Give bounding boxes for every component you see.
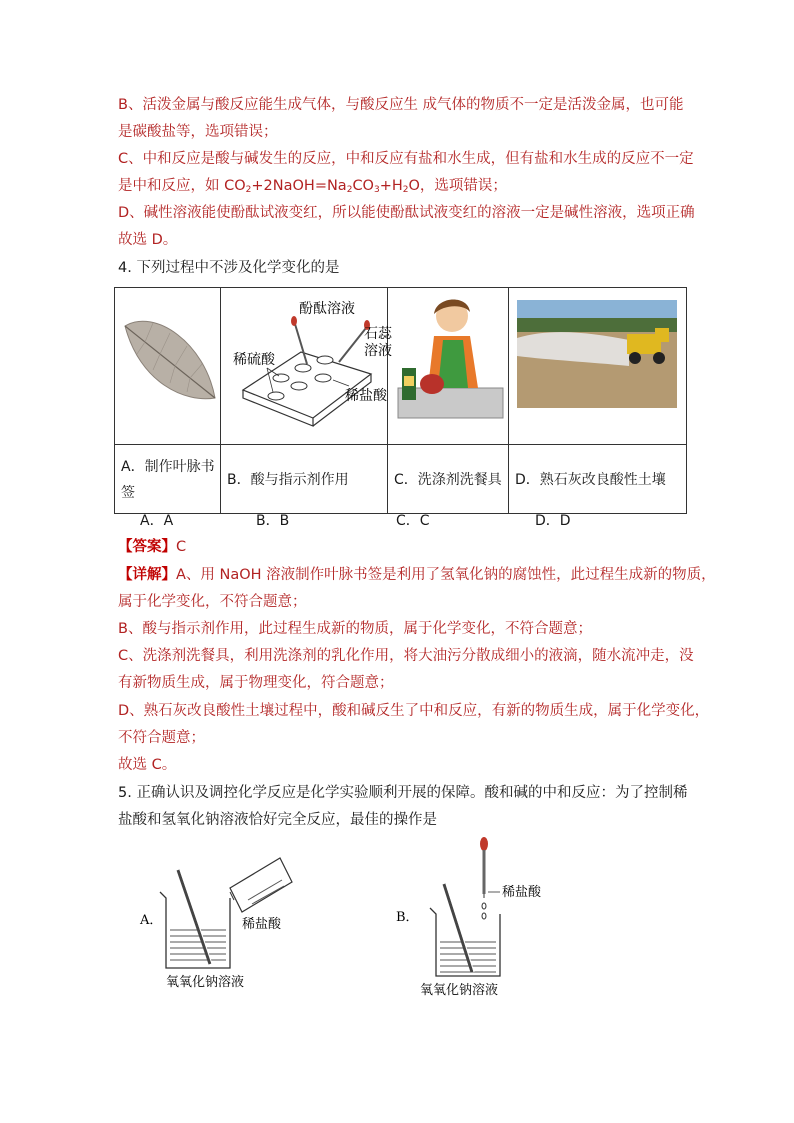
figure-a-hcl-label: 稀盐酸 — [242, 917, 282, 932]
option-b: B．B — [256, 513, 290, 529]
option-a: A．A — [140, 513, 174, 529]
q4-detail-d-line1: D、熟石灰改良酸性土壤过程中，酸和碱反生了中和反应，有新的物质生成，属于化学变化， — [118, 703, 710, 719]
caption-d: D．熟石灰改良酸性土壤 — [509, 445, 687, 514]
q3-option-c-line2: 是中和反应，如 $CO_2+2NaOH=Na_2CO_3+H_2O$，选项错误； — [118, 178, 507, 195]
q4-detail-d-line2: 不符合题意； — [118, 730, 205, 746]
q3-option-c-line1: C、中和反应是酸与碱发生的反应，中和反应有盐和水生成，但有盐和水生成的反应不一定 — [118, 151, 694, 167]
label-litmus-2: 溶液 — [364, 343, 392, 359]
figure-a-naoh-label: 氧氧化钠溶液 — [166, 975, 245, 990]
q4-detail-b: B、酸与指示剂作用，此过程生成新的物质，属于化学变化，不符合题意； — [118, 621, 592, 637]
label-dilute-h2so4: 稀硫酸 — [233, 352, 275, 368]
boy-washing-dishes-illustration — [388, 288, 508, 440]
q5-stem-line1: 5. 正确认识及调控化学反应是化学实验顺利开展的保障。酸和碱的中和反应：为了控制稀 — [118, 785, 688, 801]
q4-conclusion: 故选 C。 — [118, 757, 177, 773]
label-litmus-1: 石蕊 — [364, 326, 392, 342]
q5-figure-b — [388, 836, 578, 1001]
q3-conclusion: 故选 D。 — [118, 232, 178, 248]
caption-a: A．制作叶脉书 签 — [115, 445, 221, 514]
figure-b-naoh-label: 氧氧化钠溶液 — [420, 983, 499, 998]
figure-b-hcl-label: 稀盐酸 — [502, 885, 542, 900]
figure-b-label: B． — [396, 910, 419, 925]
option-d: D．D — [535, 513, 571, 529]
dishwashing-image-cell — [388, 288, 509, 445]
caption-b: B．酸与指示剂作用 — [221, 445, 388, 514]
label-dilute-hcl: 稀盐酸 — [345, 388, 387, 404]
q4-detail-c-line2: 有新物质生成，属于物理变化，符合题意； — [118, 675, 394, 691]
q4-detail-a-line2: 属于化学变化，不符合题意； — [118, 594, 307, 610]
figure-a-label: A． — [140, 913, 163, 928]
q4-detail-a-line1: 【详解】A、用 NaOH 溶液制作叶脉书签是利用了氢氧化钠的腐蚀性，此过程生成新的物质， — [118, 567, 716, 583]
q3-option-b-line2: 是碳酸盐等，选项错误； — [118, 124, 278, 140]
lime-spreading-image-cell — [509, 288, 687, 445]
q3-option-d-line1: D、碱性溶液能使酚酞试液变红，所以能使酚酞试液变红的溶液一定是碱性溶液，选项正确 — [118, 205, 695, 221]
caption-c: C．洗涤剂洗餐具 — [388, 445, 509, 514]
q5-figure-a — [130, 840, 320, 990]
option-c: C．C — [396, 513, 430, 529]
tractor-spreading-lime-photo — [509, 288, 686, 440]
spot-plate-image-cell — [221, 288, 392, 445]
q5-stem-line2: 盐酸和氢氧化钠溶液恰好完全反应，最佳的操作是 — [118, 812, 437, 828]
spot-plate-diagram — [221, 288, 392, 440]
leaf-skeleton-icon — [115, 288, 220, 440]
leaf-image-cell — [115, 288, 221, 445]
q4-option-table — [114, 287, 687, 514]
q4-answer-options — [0, 510, 794, 530]
label-phenolphthalein: 酚酞溶液 — [299, 301, 355, 317]
q4-detail-c-line1: C、洗涤剂洗餐具，利用洗涤剂的乳化作用，将大油污分散成细小的液滴，随水流冲走，没 — [118, 648, 694, 664]
q3-option-b-line1: B、活泼金属与酸反应能生成气体，与酸反应生 成气体的物质不一定是活泼金属，也可能 — [118, 97, 684, 113]
q4-stem: 4. 下列过程中不涉及化学变化的是 — [118, 260, 340, 276]
q4-answer: 【答案】C — [118, 539, 187, 555]
